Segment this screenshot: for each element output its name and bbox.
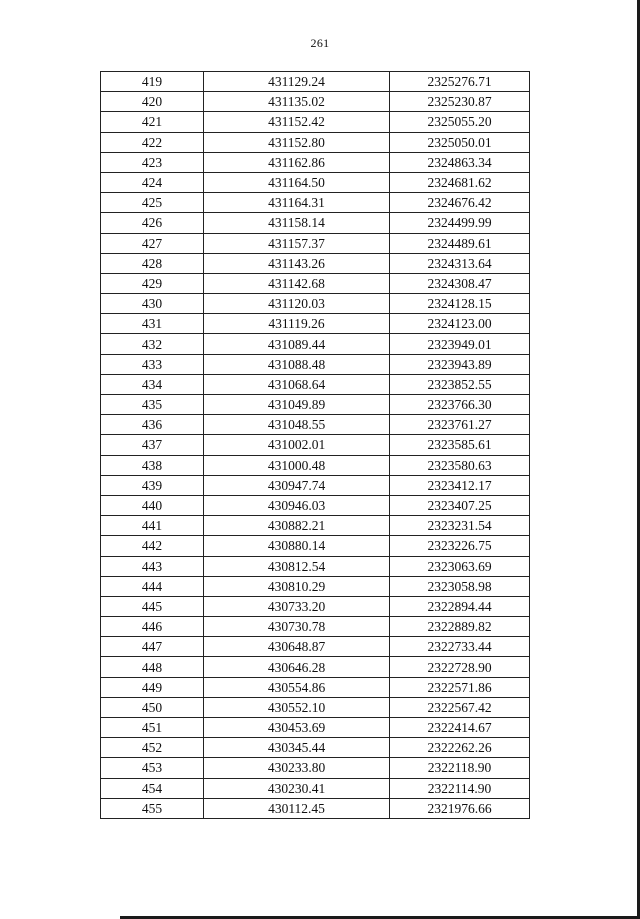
x-coordinate-cell: 431002.01 [204, 435, 390, 455]
point-number-cell: 441 [101, 516, 204, 536]
x-coordinate-cell: 431142.68 [204, 273, 390, 293]
x-coordinate-cell: 430112.45 [204, 798, 390, 818]
y-coordinate-cell: 2323761.27 [390, 415, 530, 435]
x-coordinate-cell: 431143.26 [204, 253, 390, 273]
y-coordinate-cell: 2322567.42 [390, 697, 530, 717]
table-row [101, 172, 530, 192]
x-coordinate-cell: 430733.20 [204, 596, 390, 616]
x-coordinate-cell: 431152.80 [204, 132, 390, 152]
y-coordinate-cell: 2323852.55 [390, 374, 530, 394]
x-coordinate-cell: 430230.41 [204, 778, 390, 798]
x-coordinate-cell: 431068.64 [204, 374, 390, 394]
y-coordinate-cell: 2323412.17 [390, 475, 530, 495]
x-coordinate-cell: 431129.24 [204, 72, 390, 92]
table-row [101, 294, 530, 314]
point-number-cell: 435 [101, 395, 204, 415]
x-coordinate-cell: 430946.03 [204, 495, 390, 515]
x-coordinate-cell: 431120.03 [204, 294, 390, 314]
y-coordinate-cell: 2323585.61 [390, 435, 530, 455]
x-coordinate-cell: 431049.89 [204, 395, 390, 415]
page-number: 261 [310, 36, 330, 50]
point-number-cell: 449 [101, 677, 204, 697]
point-number-cell: 447 [101, 637, 204, 657]
y-coordinate-cell: 2323766.30 [390, 395, 530, 415]
y-coordinate-cell: 2324128.15 [390, 294, 530, 314]
y-coordinate-cell: 2323058.98 [390, 576, 530, 596]
point-number-cell: 424 [101, 172, 204, 192]
point-number-cell: 438 [101, 455, 204, 475]
table-row [101, 697, 530, 717]
table-row [101, 152, 530, 172]
point-number-cell: 450 [101, 697, 204, 717]
table-row [101, 778, 530, 798]
x-coordinate-cell: 431135.02 [204, 92, 390, 112]
table-row [101, 314, 530, 334]
point-number-cell: 432 [101, 334, 204, 354]
y-coordinate-cell: 2322894.44 [390, 596, 530, 616]
y-coordinate-cell: 2323226.75 [390, 536, 530, 556]
point-number-cell: 440 [101, 495, 204, 515]
x-coordinate-cell: 431162.86 [204, 152, 390, 172]
table-row [101, 193, 530, 213]
y-coordinate-cell: 2324499.99 [390, 213, 530, 233]
table-row [101, 798, 530, 818]
point-number-cell: 431 [101, 314, 204, 334]
x-coordinate-cell: 430646.28 [204, 657, 390, 677]
x-coordinate-cell: 430882.21 [204, 516, 390, 536]
table-row [101, 738, 530, 758]
y-coordinate-cell: 2325055.20 [390, 112, 530, 132]
table-row [101, 395, 530, 415]
y-coordinate-cell: 2322262.26 [390, 738, 530, 758]
table-row [101, 273, 530, 293]
y-coordinate-cell: 2322118.90 [390, 758, 530, 778]
x-coordinate-cell: 430810.29 [204, 576, 390, 596]
table-row [101, 72, 530, 92]
y-coordinate-cell: 2325276.71 [390, 72, 530, 92]
table-row [101, 556, 530, 576]
x-coordinate-cell: 430730.78 [204, 617, 390, 637]
point-number-cell: 443 [101, 556, 204, 576]
y-coordinate-cell: 2324489.61 [390, 233, 530, 253]
point-number-cell: 437 [101, 435, 204, 455]
table-row [101, 132, 530, 152]
point-number-cell: 419 [101, 72, 204, 92]
point-number-cell: 444 [101, 576, 204, 596]
table-row [101, 334, 530, 354]
table-row [101, 637, 530, 657]
table-row [101, 435, 530, 455]
table-row [101, 253, 530, 273]
x-coordinate-cell: 431048.55 [204, 415, 390, 435]
table-row [101, 233, 530, 253]
x-coordinate-cell: 430345.44 [204, 738, 390, 758]
table-row [101, 455, 530, 475]
y-coordinate-cell: 2323407.25 [390, 495, 530, 515]
table-row [101, 596, 530, 616]
point-number-cell: 454 [101, 778, 204, 798]
y-coordinate-cell: 2322733.44 [390, 637, 530, 657]
x-coordinate-cell: 430812.54 [204, 556, 390, 576]
table-row [101, 758, 530, 778]
table-row [101, 657, 530, 677]
point-number-cell: 453 [101, 758, 204, 778]
coordinate-table [100, 71, 530, 819]
y-coordinate-cell: 2324308.47 [390, 273, 530, 293]
point-number-cell: 436 [101, 415, 204, 435]
point-number-cell: 426 [101, 213, 204, 233]
y-coordinate-cell: 2324313.64 [390, 253, 530, 273]
point-number-cell: 429 [101, 273, 204, 293]
point-number-cell: 427 [101, 233, 204, 253]
y-coordinate-cell: 2322114.90 [390, 778, 530, 798]
point-number-cell: 445 [101, 596, 204, 616]
point-number-cell: 428 [101, 253, 204, 273]
table-row [101, 495, 530, 515]
coordinate-table-body [101, 72, 530, 819]
y-coordinate-cell: 2325050.01 [390, 132, 530, 152]
y-coordinate-cell: 2321976.66 [390, 798, 530, 818]
table-row [101, 475, 530, 495]
y-coordinate-cell: 2323580.63 [390, 455, 530, 475]
point-number-cell: 433 [101, 354, 204, 374]
y-coordinate-cell: 2322414.67 [390, 718, 530, 738]
table-row [101, 617, 530, 637]
point-number-cell: 448 [101, 657, 204, 677]
point-number-cell: 423 [101, 152, 204, 172]
x-coordinate-cell: 431088.48 [204, 354, 390, 374]
table-row [101, 354, 530, 374]
table-row [101, 415, 530, 435]
table-row [101, 374, 530, 394]
x-coordinate-cell: 430947.74 [204, 475, 390, 495]
point-number-cell: 420 [101, 92, 204, 112]
table-row [101, 718, 530, 738]
table-row [101, 536, 530, 556]
x-coordinate-cell: 431152.42 [204, 112, 390, 132]
point-number-cell: 455 [101, 798, 204, 818]
y-coordinate-cell: 2322728.90 [390, 657, 530, 677]
x-coordinate-cell: 431164.31 [204, 193, 390, 213]
x-coordinate-cell: 431119.26 [204, 314, 390, 334]
x-coordinate-cell: 430648.87 [204, 637, 390, 657]
point-number-cell: 422 [101, 132, 204, 152]
point-number-cell: 451 [101, 718, 204, 738]
point-number-cell: 452 [101, 738, 204, 758]
point-number-cell: 439 [101, 475, 204, 495]
y-coordinate-cell: 2325230.87 [390, 92, 530, 112]
y-coordinate-cell: 2323943.89 [390, 354, 530, 374]
x-coordinate-cell: 430453.69 [204, 718, 390, 738]
y-coordinate-cell: 2324863.34 [390, 152, 530, 172]
point-number-cell: 425 [101, 193, 204, 213]
table-row [101, 576, 530, 596]
y-coordinate-cell: 2324123.00 [390, 314, 530, 334]
y-coordinate-cell: 2322571.86 [390, 677, 530, 697]
table-row [101, 677, 530, 697]
x-coordinate-cell: 431089.44 [204, 334, 390, 354]
table-row [101, 516, 530, 536]
y-coordinate-cell: 2324681.62 [390, 172, 530, 192]
point-number-cell: 442 [101, 536, 204, 556]
table-row [101, 213, 530, 233]
x-coordinate-cell: 430552.10 [204, 697, 390, 717]
y-coordinate-cell: 2324676.42 [390, 193, 530, 213]
x-coordinate-cell: 430880.14 [204, 536, 390, 556]
table-row [101, 112, 530, 132]
y-coordinate-cell: 2323231.54 [390, 516, 530, 536]
x-coordinate-cell: 430233.80 [204, 758, 390, 778]
x-coordinate-cell: 431000.48 [204, 455, 390, 475]
y-coordinate-cell: 2322889.82 [390, 617, 530, 637]
x-coordinate-cell: 431157.37 [204, 233, 390, 253]
x-coordinate-cell: 431164.50 [204, 172, 390, 192]
point-number-cell: 446 [101, 617, 204, 637]
y-coordinate-cell: 2323949.01 [390, 334, 530, 354]
point-number-cell: 430 [101, 294, 204, 314]
x-coordinate-cell: 431158.14 [204, 213, 390, 233]
table-row [101, 92, 530, 112]
x-coordinate-cell: 430554.86 [204, 677, 390, 697]
point-number-cell: 421 [101, 112, 204, 132]
y-coordinate-cell: 2323063.69 [390, 556, 530, 576]
point-number-cell: 434 [101, 374, 204, 394]
